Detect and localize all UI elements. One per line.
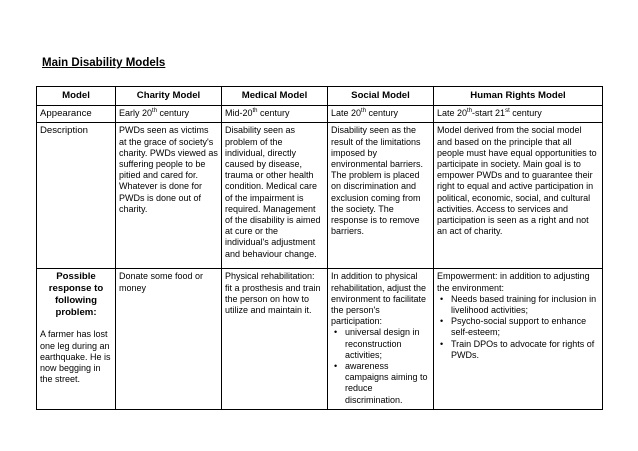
table-row-response xyxy=(37,269,603,409)
table-row-appearance xyxy=(37,106,603,123)
header-medical-model: Medical Model xyxy=(222,87,328,106)
header-model: Model xyxy=(37,87,116,106)
appearance-medical: Mid-20th century xyxy=(222,106,328,123)
response-charity: Donate some food or money xyxy=(116,269,222,409)
response-human-rights-list xyxy=(437,294,599,361)
list-item: • awareness campaigns aiming to reduce discrimination. xyxy=(345,361,430,406)
table-header-row xyxy=(37,87,603,106)
list-item: • Train DPOs to advocate for rights of PWDs. xyxy=(451,339,599,361)
response-human-rights xyxy=(434,269,603,409)
disability-models-table xyxy=(36,86,603,410)
table-row-description xyxy=(37,123,603,269)
header-charity-model: Charity Model xyxy=(116,87,222,106)
header-human-rights-model: Human Rights Model xyxy=(434,87,603,106)
header-social-model: Social Model xyxy=(328,87,434,106)
description-human-rights: Model derived from the social model and based on the principle that all people must have equal opportunities to participate in society. Main goal is to empower PWDs and to guarantee their right to equal and active participation in political, economic, social, and cultural activities. Access to services and participation is seen as a right and not an act of charity. xyxy=(434,123,603,269)
response-medical: Physical rehabilitation: fit a prosthesis and train the person on how to utilize and maintain it. xyxy=(222,269,328,409)
description-medical: Disability seen as problem of the individual, directly caused by disease, trauma or other health condition. Medical care of the impairment is required. Management of the disability is aimed at cure or the individual's adjustment and behaviour change. xyxy=(222,123,328,269)
response-label: Possible response to following problem: xyxy=(48,271,104,319)
row-label-description: Description xyxy=(37,123,116,269)
page-title: Main Disability Models xyxy=(42,57,166,69)
problem-scenario: A farmer has lost one leg during an earthquake. He is now begging in the street. xyxy=(40,329,111,385)
response-human-rights-intro: Empowerment: in addition to adjusting the environment: xyxy=(437,271,590,293)
appearance-charity: Early 20th century xyxy=(116,106,222,123)
row-label-appearance: Appearance xyxy=(37,106,116,123)
row-label-response xyxy=(37,269,116,409)
list-item: • universal design in reconstruction activities; xyxy=(345,327,430,361)
appearance-social: Late 20th century xyxy=(328,106,434,123)
description-charity: PWDs seen as victims at the grace of society's charity. PWDs viewed as suffering people to be pitied and cared for. Whatever is done for PWDs is done out of charity. xyxy=(116,123,222,269)
list-item: • Needs based training for inclusion in livelihood activities; xyxy=(451,294,599,316)
description-social: Disability seen as the result of the limitations imposed by environmental barriers. The problem is placed on discrimination and exclusion coming from the society. The response is to remove barriers. xyxy=(328,123,434,269)
list-item: • Psycho-social support to enhance self-esteem; xyxy=(451,316,599,338)
response-social-intro: In addition to physical rehabilitation, adjust the environment to facilitate the person's participation: xyxy=(331,271,427,327)
response-social-list xyxy=(331,327,430,405)
response-social xyxy=(328,269,434,409)
appearance-human-rights: Late 20th-start 21st century xyxy=(434,106,603,123)
